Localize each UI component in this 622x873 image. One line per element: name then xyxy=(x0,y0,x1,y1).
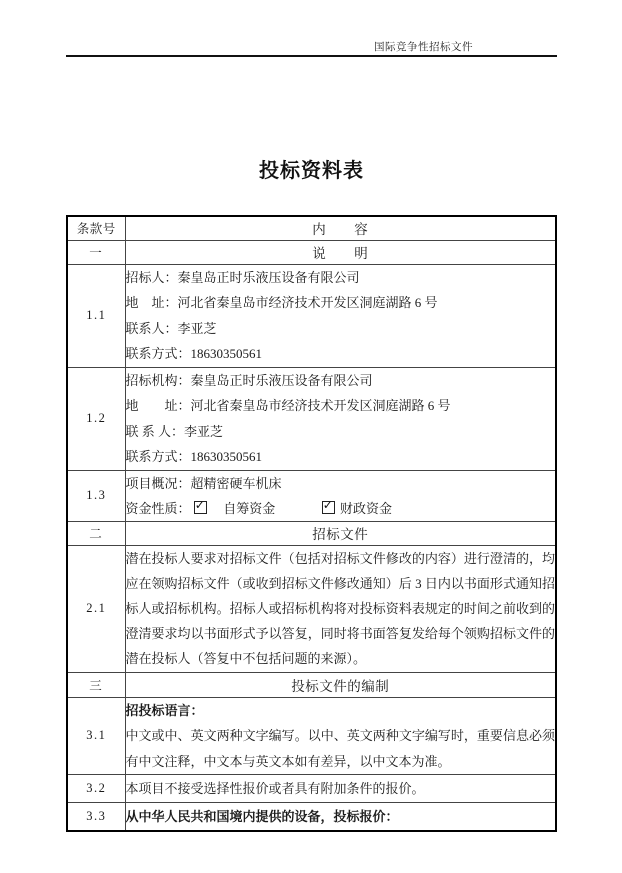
checkbox-checked-icon: ✓ xyxy=(194,497,205,512)
clause-content xyxy=(125,803,556,832)
col-header-content: 内 容 xyxy=(125,216,556,240)
tenderer-line: 招标人：秦皇岛正时乐液压设备有限公司 xyxy=(125,269,360,285)
section-row-2 xyxy=(67,521,556,545)
table-row-3-3 xyxy=(67,803,556,832)
table-header-row xyxy=(67,216,556,240)
table-row-2-1 xyxy=(67,545,556,672)
funding-label: 资金性质： xyxy=(125,500,191,516)
table-row-1-2 xyxy=(67,367,556,470)
clause-content xyxy=(125,470,556,521)
clause-content xyxy=(125,264,556,367)
phone-line: 联系方式：18630350561 xyxy=(125,449,263,464)
contact-line: 联系人：李亚芝 xyxy=(125,320,217,336)
language-heading: 招投标语言： xyxy=(125,702,204,718)
clause-content xyxy=(125,367,556,470)
address-line: 地 址：河北省秦皇岛市经济技术开发区洞庭湖路 6 号 xyxy=(125,398,451,413)
section-title: 说 明 xyxy=(125,240,556,264)
clause-number: 3.3 xyxy=(67,803,125,832)
checkbox-checked-icon: ✓ xyxy=(322,497,333,512)
section-title: 投标文件的编制 xyxy=(125,672,556,697)
table-row-1-3 xyxy=(67,470,556,521)
section-row-3 xyxy=(67,672,556,697)
page-title: 投标资料表 xyxy=(259,160,364,182)
clause-number: 1.3 xyxy=(67,470,125,521)
domestic-goods-pricing-text: 从中华人民共和国境内提供的设备，投标报价： xyxy=(125,809,399,825)
col-header-clause: 条款号 xyxy=(67,216,125,240)
funding-option-self: 自筹资金 xyxy=(223,500,276,516)
header-rule xyxy=(66,55,557,57)
section-number: 二 xyxy=(67,521,125,545)
table-row-3-1 xyxy=(67,697,556,775)
table-row-1-1 xyxy=(67,264,556,367)
clause-content xyxy=(125,545,556,672)
funding-line xyxy=(126,496,556,521)
bid-data-table xyxy=(66,215,557,832)
clause-number: 1.2 xyxy=(67,367,125,470)
clause-number: 1.1 xyxy=(67,264,125,367)
project-overview-line: 项目概况：超精密硬车机床 xyxy=(125,475,282,491)
table-row-3-2 xyxy=(67,775,556,803)
running-header: 国际竞争性招标文件 xyxy=(374,42,473,53)
address-line: 地 址：河北省秦皇岛市经济技术开发区洞庭湖路 6 号 xyxy=(125,295,438,310)
contact-line: 联 系 人：李亚芝 xyxy=(125,423,224,439)
phone-line: 联系方式：18630350561 xyxy=(125,346,263,361)
clause-number: 3.1 xyxy=(67,697,125,775)
clarification-paragraph: 潜在投标人要求对招标文件（包括对招标文件修改的内容）进行澄清的，均应在领购招标文件（或收到招标文件修改通知）后 3 日内以书面形式通知招标人或招标机构。招标人或招标机构将对投标资料表规定的时间之前收到的澄清要求均以书面形式予以答复，同时将书面答复发给每个领购招标文件的潜在投标人（答复中不包括问题的来源）。 xyxy=(125,550,555,667)
agency-line: 招标机构：秦皇岛正时乐液压设备有限公司 xyxy=(125,372,373,388)
language-paragraph: 中文或中、英文两种文字编写。以中、英文两种文字编写时，重要信息必须有中文注释，中文本与英文本如有差异，以中文本为准。 xyxy=(125,728,555,769)
section-title: 招标文件 xyxy=(125,521,556,545)
clause-content xyxy=(125,697,556,775)
clause-number: 2.1 xyxy=(67,545,125,672)
section-number: 一 xyxy=(67,240,125,264)
clause-content xyxy=(125,775,556,803)
section-row-1 xyxy=(67,240,556,264)
no-alternative-bids-text: 本项目不接受选择性报价或者具有附加条件的报价。 xyxy=(125,781,425,797)
section-number: 三 xyxy=(67,672,125,697)
funding-option-fiscal: 财政资金 xyxy=(340,500,393,516)
clause-number: 3.2 xyxy=(67,775,125,803)
